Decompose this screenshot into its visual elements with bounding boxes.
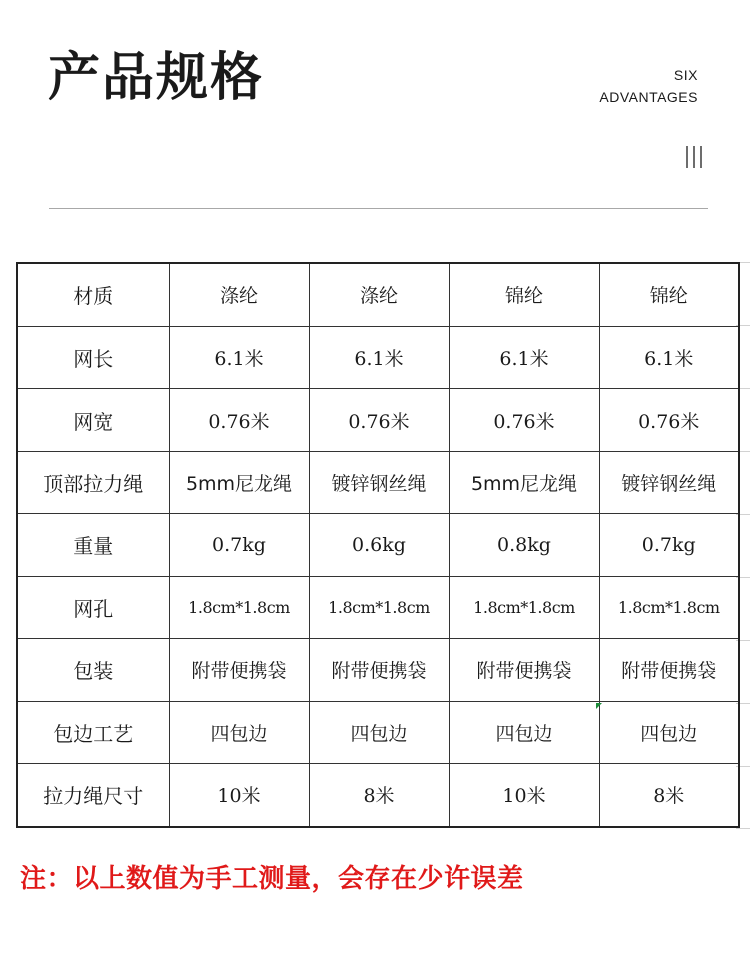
table-cell: 0.6kg xyxy=(309,514,449,576)
table-cell: 6.1米 xyxy=(169,326,309,388)
table-cell: 1.8cm*1.8cm xyxy=(309,576,449,638)
subtitle-line-2: ADVANTAGES xyxy=(599,89,698,105)
table-cell: 附带便携袋 xyxy=(449,639,599,701)
table-cell: 镀锌钢丝绳 xyxy=(599,451,739,513)
table-row-mesh xyxy=(17,576,739,638)
header-divider xyxy=(49,208,708,209)
table-cell: 1.8cm*1.8cm xyxy=(169,576,309,638)
table-cell: 10米 xyxy=(449,763,599,827)
row-label: 拉力绳尺寸 xyxy=(17,763,169,827)
row-label: 网孔 xyxy=(17,576,169,638)
table-row-length xyxy=(17,326,739,388)
row-label: 包边工艺 xyxy=(17,701,169,763)
grid-line xyxy=(736,828,750,829)
table-cell: 锦纶 xyxy=(449,263,599,326)
table-cell: 四包边 xyxy=(599,701,739,763)
table-cell: 6.1米 xyxy=(599,326,739,388)
table-cell: 1.8cm*1.8cm xyxy=(449,576,599,638)
table-row-width xyxy=(17,389,739,451)
subtitle xyxy=(599,64,698,108)
table-cell: 8米 xyxy=(309,763,449,827)
table-cell: 涤纶 xyxy=(169,263,309,326)
table-cell: 5mm尼龙绳 xyxy=(449,451,599,513)
table-cell: 附带便携袋 xyxy=(169,639,309,701)
row-label: 网长 xyxy=(17,326,169,388)
row-label: 网宽 xyxy=(17,389,169,451)
table-cell: 0.76米 xyxy=(449,389,599,451)
table-row-weight xyxy=(17,514,739,576)
table-row-edging xyxy=(17,701,739,763)
table-row-rope-length xyxy=(17,763,739,827)
spec-table xyxy=(16,262,740,828)
table-cell: 0.7kg xyxy=(169,514,309,576)
table-cell: 附带便携袋 xyxy=(309,639,449,701)
table-cell: 8米 xyxy=(599,763,739,827)
row-label: 材质 xyxy=(17,263,169,326)
table-cell: 1.8cm*1.8cm xyxy=(599,576,739,638)
table-cell: 锦纶 xyxy=(599,263,739,326)
row-label: 包装 xyxy=(17,639,169,701)
page-title: 产品规格 xyxy=(48,48,265,108)
table-cell: 镀锌钢丝绳 xyxy=(309,451,449,513)
table-cell: 四包边 xyxy=(309,701,449,763)
table-row-packaging xyxy=(17,639,739,701)
table-cell: 0.8kg xyxy=(449,514,599,576)
cell-corner-marker xyxy=(596,703,602,709)
table-cell: 四包边 xyxy=(449,701,599,763)
menu-bars-icon xyxy=(686,146,706,168)
table-cell: 0.76米 xyxy=(599,389,739,451)
table-cell: 附带便携袋 xyxy=(599,639,739,701)
disclaimer-note: 注：以上数值为手工测量，会存在少许误差 xyxy=(20,864,524,894)
subtitle-line-1: SIX xyxy=(673,67,698,83)
row-label: 重量 xyxy=(17,514,169,576)
table-row-material xyxy=(17,263,739,326)
row-label: 顶部拉力绳 xyxy=(17,451,169,513)
table-cell: 0.7kg xyxy=(599,514,739,576)
table-row-top-rope xyxy=(17,451,739,513)
table-cell: 5mm尼龙绳 xyxy=(169,451,309,513)
table-cell: 涤纶 xyxy=(309,263,449,326)
table-cell: 10米 xyxy=(169,763,309,827)
table-cell: 6.1米 xyxy=(449,326,599,388)
table-cell: 0.76米 xyxy=(169,389,309,451)
table-cell: 6.1米 xyxy=(309,326,449,388)
table-cell: 0.76米 xyxy=(309,389,449,451)
table-cell: 四包边 xyxy=(169,701,309,763)
